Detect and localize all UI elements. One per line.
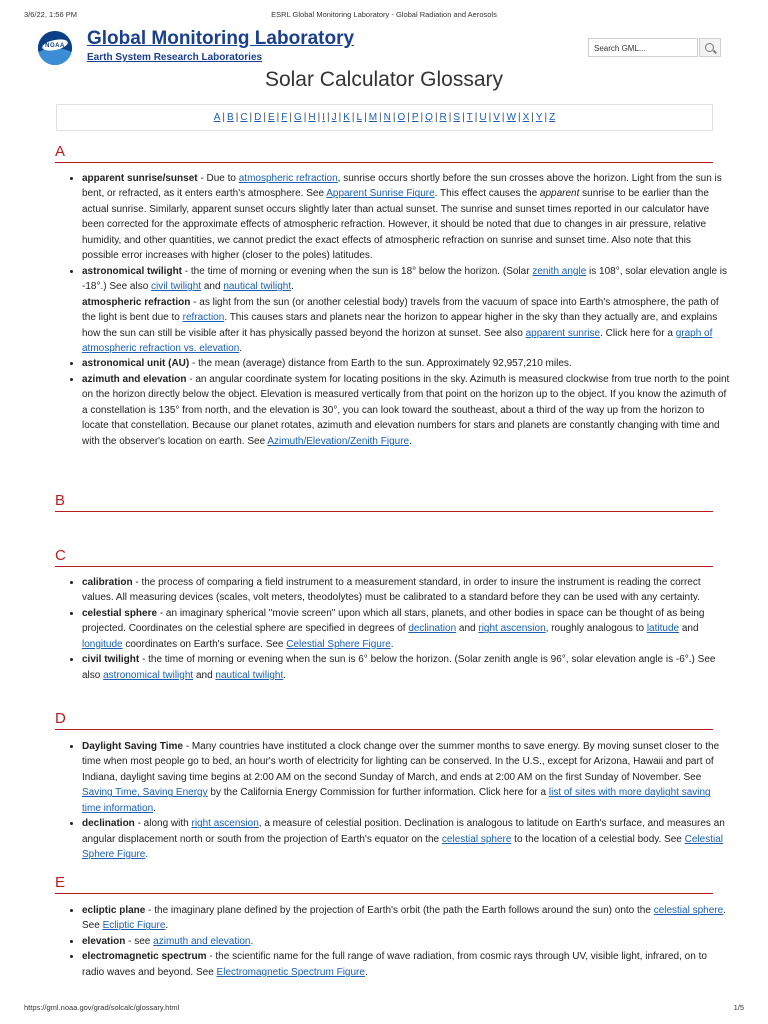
- section-heading-d: D: [55, 711, 713, 730]
- glossary-link[interactable]: refraction: [182, 312, 225, 324]
- alpha-link-c[interactable]: C: [240, 112, 248, 123]
- alpha-link-l[interactable]: L: [356, 112, 363, 123]
- definition-text: .: [250, 935, 254, 947]
- glossary-entry: [82, 739, 730, 816]
- site-title-link[interactable]: Global Monitoring Laboratory: [87, 28, 355, 49]
- definition-text: sunrise to be earlier than the actual sunrise. Similarly, apparent sunset occurs slightly later than actual sunset. The sunrise and sunset times reported in our calculator have been corrected for the approximate effects of atmospheric refraction. However, it should be noted that due to changes in air pressure, relative humidity, and other quantities, we cannot predict the exact effects of atmospheric refraction on sunrise and sunset time. Also note that this possible error increases with higher (closer to the poles) latitudes.: [82, 188, 710, 262]
- print-page-number: 1/5: [733, 1003, 744, 1012]
- glossary-entry: [82, 575, 730, 606]
- definition-text: - the mean (average) distance from Earth to the sun. Approximately 92,957,210 miles.: [189, 358, 572, 370]
- section-c-entries: [66, 575, 730, 683]
- definition-text: - the process of comparing a field instrument to a measurement standard, in order to insure the instrument is reading the correct values. All measuring devices (scales, volt meters, theodolytes) must be calibrated to a standard before they can be used with any certainty.: [82, 577, 701, 604]
- glossary-link[interactable]: Azimuth/Elevation/Zenith Figure: [267, 435, 410, 447]
- definition-text: - the time of morning or evening when the sun is 6° below the horizon. (Solar zenith angle is 96°, solar elevation angle is -6°.) See also: [82, 654, 716, 681]
- alpha-separator: |: [448, 112, 452, 123]
- glossary-link[interactable]: Apparent Sunrise Figure: [326, 188, 435, 200]
- section-d-entries: [66, 739, 730, 863]
- alpha-link-z[interactable]: Z: [549, 112, 556, 123]
- definition-text: - Due to: [197, 173, 239, 184]
- alpha-separator: |: [249, 112, 253, 123]
- definition-text: apparent: [539, 188, 580, 200]
- definition-text: . This causes stars and planets near the horizon to appear higher in the sky than they actually are, and explains how the sun can still be visible after it has physically passed beyond the horizon at sunset. See also: [82, 312, 718, 339]
- glossary-link[interactable]: right ascension: [191, 818, 259, 830]
- alpha-separator: |: [434, 112, 438, 123]
- glossary-link[interactable]: longitude: [82, 638, 123, 650]
- definition-text: . See: [82, 905, 726, 932]
- print-footer: [24, 1003, 744, 1015]
- alpha-separator: |: [407, 112, 410, 123]
- print-url: https://gml.noaa.gov/grad/solcalc/glossary.html: [24, 1003, 180, 1012]
- glossary-link[interactable]: apparent sunrise: [525, 327, 601, 339]
- alpha-link-x[interactable]: X: [522, 112, 530, 123]
- section-heading-b: B: [55, 493, 713, 512]
- glossary-link[interactable]: latitude: [646, 623, 680, 635]
- glossary-link[interactable]: Saving Time, Saving Energy: [82, 787, 208, 799]
- definition-text: . This effect causes the: [434, 188, 540, 200]
- glossary-entry: [82, 652, 730, 683]
- glossary-link[interactable]: Celestial Sphere Figure: [82, 833, 724, 861]
- alpha-separator: |: [531, 112, 534, 123]
- definition-text: and: [456, 623, 479, 635]
- definition-text: is 108°, solar elevation angle is -18°.) See also: [82, 265, 728, 293]
- glossary-entry: [82, 903, 730, 934]
- alpha-link-o[interactable]: O: [397, 112, 406, 123]
- alpha-separator: |: [462, 112, 465, 123]
- alpha-separator: |: [420, 112, 424, 123]
- definition-text: .: [165, 920, 169, 932]
- section-heading-a: A: [55, 144, 713, 163]
- alpha-separator: |: [235, 112, 239, 123]
- alpha-link-k[interactable]: K: [343, 112, 350, 123]
- alpha-separator: |: [303, 112, 307, 123]
- definition-text: coordinates on Earth's surface. See: [122, 638, 287, 650]
- definition-text: - as light from the sun (or another celestial body) travels from the vacuum of space into Earth's atmosphere, the path of the light is bent due to: [82, 296, 719, 324]
- alpha-separator: |: [317, 112, 321, 123]
- glossary-link[interactable]: celestial sphere: [653, 905, 724, 916]
- glossary-entry: [82, 264, 730, 295]
- glossary-entry: [82, 949, 730, 980]
- alpha-link-d[interactable]: D: [254, 112, 262, 123]
- alpha-link-g[interactable]: G: [294, 112, 302, 123]
- glossary-term: declination: [82, 818, 135, 830]
- alpha-separator: |: [379, 112, 382, 123]
- glossary-term: apparent sunrise/sunset: [82, 173, 198, 184]
- alpha-link-a[interactable]: A: [213, 112, 221, 123]
- glossary-entry: [82, 356, 730, 371]
- alpha-link-b[interactable]: B: [227, 112, 234, 123]
- section-heading-c: C: [55, 548, 713, 567]
- glossary-term: Daylight Saving Time: [82, 741, 183, 752]
- definition-text: - an imaginary spherical "movie screen" upon which all stars, planets, and other bodies in space can be thought of as being projected. Coordinates on the celestial sphere are specified in degrees of: [82, 607, 705, 635]
- definition-text: .: [291, 281, 294, 293]
- glossary-term: atmospheric refraction: [82, 296, 191, 308]
- glossary-link[interactable]: civil twilight: [151, 281, 202, 293]
- glossary-link[interactable]: list of sites with more daylight saving time information: [82, 787, 711, 814]
- alpha-link-n[interactable]: N: [383, 112, 391, 123]
- definition-text: and: [679, 623, 699, 635]
- definition-text: .: [390, 638, 394, 650]
- glossary-term: elevation: [82, 935, 126, 947]
- logo-text: NOAA: [45, 43, 65, 49]
- glossary-link[interactable]: nautical twilight: [223, 281, 292, 293]
- alpha-link-i[interactable]: I: [322, 112, 326, 123]
- definition-text: .: [364, 966, 368, 978]
- glossary-link[interactable]: celestial sphere: [441, 833, 512, 845]
- section-heading-e: E: [55, 875, 713, 894]
- definition-text: , roughly analogous to: [545, 623, 647, 635]
- alpha-separator: |: [488, 112, 492, 123]
- print-header: [24, 10, 744, 22]
- glossary-term: electromagnetic spectrum: [82, 951, 207, 963]
- glossary-link[interactable]: zenith angle: [532, 265, 587, 277]
- section-a-entries: [66, 171, 730, 449]
- glossary-link[interactable]: Electromagnetic Spectrum Figure: [216, 966, 365, 978]
- alpha-link-s[interactable]: S: [453, 112, 461, 123]
- glossary-term: civil twilight: [82, 654, 140, 666]
- noaa-logo-icon[interactable]: [38, 31, 72, 65]
- search-button[interactable]: [699, 38, 721, 57]
- glossary-link[interactable]: declination: [408, 623, 457, 635]
- definition-text: - along with: [134, 818, 192, 830]
- definition-text: to the location of a celestial body. See: [511, 833, 685, 845]
- alpha-link-h[interactable]: H: [308, 112, 316, 123]
- glossary-term: astronomical unit (AU): [82, 358, 190, 370]
- alpha-separator: |: [263, 112, 266, 123]
- alpha-separator: |: [364, 112, 367, 123]
- glossary-entry: [82, 816, 730, 862]
- alpha-separator: |: [327, 112, 330, 123]
- section-e-entries: [66, 903, 730, 980]
- glossary-entry: [82, 934, 730, 949]
- glossary-link[interactable]: Ecliptic Figure: [102, 920, 166, 932]
- print-page-title: ESRL Global Monitoring Laboratory - Global Radiation and Aerosols: [271, 10, 497, 19]
- alpha-link-f[interactable]: F: [281, 112, 288, 123]
- alpha-separator: |: [544, 112, 548, 123]
- definition-text: and: [201, 281, 224, 293]
- alpha-link-v[interactable]: V: [493, 112, 500, 123]
- alpha-link-t[interactable]: T: [466, 112, 473, 123]
- alpha-link-p[interactable]: P: [411, 112, 419, 123]
- definition-text: .: [239, 342, 243, 354]
- definition-text: - an angular coordinate system for locating positions in the sky. Azimuth is measured clockwise from true north to the point on the horizon directly below the object. Elevation is measured vertically from that point on the horizon up to the object. If you know the azimuth of a constellation is 135° from north, and the elevation is 30°, you can look toward the southeast, about a third of the way up from the horizon to locate that constellation. Because our planet rotates, azimuth and elevation numbers for stars and planets are constantly changing with time and with the observer's location on earth. See: [82, 373, 730, 447]
- definition-text: .: [409, 435, 412, 447]
- definition-text: .: [283, 669, 287, 681]
- glossary-term: astronomical twilight: [82, 265, 183, 277]
- alpha-separator: |: [222, 112, 226, 123]
- definition-text: by the California Energy Commission for further information. Click here for a: [207, 787, 549, 799]
- glossary-term: ecliptic plane: [82, 905, 146, 916]
- alpha-link-m[interactable]: M: [368, 112, 378, 123]
- alpha-separator: |: [289, 112, 292, 123]
- page-title: Solar Calculator Glossary: [264, 68, 504, 91]
- alpha-separator: |: [501, 112, 505, 123]
- glossary-term: calibration: [82, 577, 133, 588]
- glossary-term: azimuth and elevation: [82, 373, 187, 385]
- definition-text: .: [153, 802, 156, 814]
- glossary-entry: [82, 606, 730, 652]
- alpha-link-w[interactable]: W: [506, 112, 516, 123]
- alpha-link-u[interactable]: U: [479, 112, 487, 123]
- alpha-link-e[interactable]: E: [268, 112, 275, 123]
- glossary-entry: [82, 372, 730, 449]
- definition-text: and: [193, 669, 216, 681]
- glossary-link[interactable]: nautical twilight: [215, 669, 284, 681]
- alpha-link-y[interactable]: Y: [535, 112, 543, 123]
- glossary-entry: [82, 295, 730, 357]
- definition-text: , a measure of celestial position. Declination is analogous to latitude on Earth's surface, and measures an angular displacement north or south from the projection of Earth's equator on the: [82, 818, 725, 845]
- definition-text: - the time of morning or evening when the sun is 18° below the horizon. (Solar: [182, 265, 533, 277]
- alpha-link-j[interactable]: J: [331, 112, 337, 123]
- glossary-term: celestial sphere: [82, 607, 158, 619]
- definition-text: - see: [125, 935, 154, 947]
- alpha-separator: |: [338, 112, 342, 123]
- alpha-separator: |: [351, 112, 355, 123]
- definition-text: - Many countries have instituted a clock change over the summer months to save energy. By moving sunset closer to the time when most people go to bed, an hour's worth of electricity for lighting can be conserved. In the U.S., except for Arizona, Hawaii and part of Indiana, daylight saving time begins at 2:00 AM on the second Sunday of March, and ends at 2:00 AM on the first Sunday of November. See: [82, 741, 720, 783]
- alpha-separator: |: [474, 112, 478, 123]
- definition-text: - the scientific name for the full range of wave radiation, from cosmic rays through UV, visible light, infrared, on to radio waves and beyond. See: [82, 951, 707, 978]
- glossary-link[interactable]: atmospheric refraction: [238, 173, 338, 184]
- print-date: 3/6/22, 1:56 PM: [24, 10, 77, 19]
- glossary-link[interactable]: graph of atmospheric refraction vs. elevation: [82, 327, 713, 354]
- definition-text: , sunrise occurs shortly before the sun crosses above the horizon. Light from the sun is bent, or refracted, as it enters earth's atmosphere. See: [82, 173, 722, 200]
- alpha-separator: |: [517, 112, 521, 123]
- alpha-separator: |: [276, 112, 280, 123]
- glossary-link[interactable]: right ascension: [478, 623, 546, 635]
- site-subtitle-link[interactable]: Earth System Research Laboratories: [87, 52, 263, 63]
- alphabet-nav: [56, 104, 713, 131]
- alpha-link-r[interactable]: R: [439, 112, 447, 123]
- alpha-separator: |: [392, 112, 396, 123]
- glossary-link[interactable]: Celestial Sphere Figure: [286, 638, 391, 650]
- glossary-link[interactable]: astronomical twilight: [103, 669, 194, 681]
- definition-text: - the imaginary plane defined by the projection of Earth's orbit (the path the Earth follows around the sun) onto the: [145, 905, 654, 916]
- glossary-entry: [82, 171, 730, 264]
- definition-text: . Click here for a: [600, 327, 676, 339]
- definition-text: .: [145, 849, 149, 861]
- alpha-link-q[interactable]: Q: [425, 112, 433, 123]
- glossary-link[interactable]: azimuth and elevation: [153, 935, 251, 947]
- search-input[interactable]: Search GML...: [588, 38, 698, 57]
